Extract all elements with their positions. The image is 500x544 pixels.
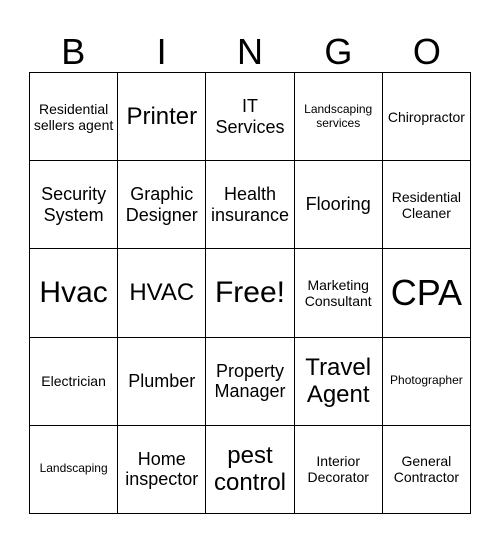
bingo-cell[interactable]: CPA	[383, 249, 471, 337]
bingo-header	[29, 30, 471, 74]
bingo-cell[interactable]: pest control	[206, 426, 294, 514]
header-letter-i: I	[156, 31, 167, 72]
bingo-cell[interactable]: Landscaping services	[295, 73, 383, 161]
bingo-cell[interactable]: Property Manager	[206, 338, 294, 426]
bingo-cell[interactable]: Plumber	[118, 338, 206, 426]
bingo-cell[interactable]: IT Services	[206, 73, 294, 161]
bingo-cell[interactable]: Travel Agent	[295, 338, 383, 426]
bingo-cell[interactable]: Photographer	[383, 338, 471, 426]
bingo-cell[interactable]: Chiropractor	[383, 73, 471, 161]
header-letter-b: B	[61, 31, 86, 72]
bingo-cell[interactable]: Residential Cleaner	[383, 161, 471, 249]
bingo-cell[interactable]: Interior Decorator	[295, 426, 383, 514]
bingo-cell[interactable]: Health insurance	[206, 161, 294, 249]
bingo-cell[interactable]: Residential sellers agent	[30, 73, 118, 161]
bingo-cell[interactable]: General Contractor	[383, 426, 471, 514]
bingo-cell[interactable]: Landscaping	[30, 426, 118, 514]
bingo-cell[interactable]: Home inspector	[118, 426, 206, 514]
header-letter-o: O	[412, 31, 441, 72]
bingo-cell[interactable]: Hvac	[30, 249, 118, 337]
bingo-cell[interactable]: Electrician	[30, 338, 118, 426]
bingo-cell[interactable]: HVAC	[118, 249, 206, 337]
bingo-cell[interactable]: Marketing Consultant	[295, 249, 383, 337]
bingo-grid	[29, 72, 471, 514]
free-space-cell[interactable]: Free!	[206, 249, 294, 337]
bingo-cell[interactable]: Flooring	[295, 161, 383, 249]
bingo-cell[interactable]: Security System	[30, 161, 118, 249]
header-letter-n: N	[237, 31, 264, 72]
bingo-cell[interactable]: Printer	[118, 73, 206, 161]
bingo-cell[interactable]: Graphic Designer	[118, 161, 206, 249]
header-letter-g: G	[324, 31, 353, 72]
